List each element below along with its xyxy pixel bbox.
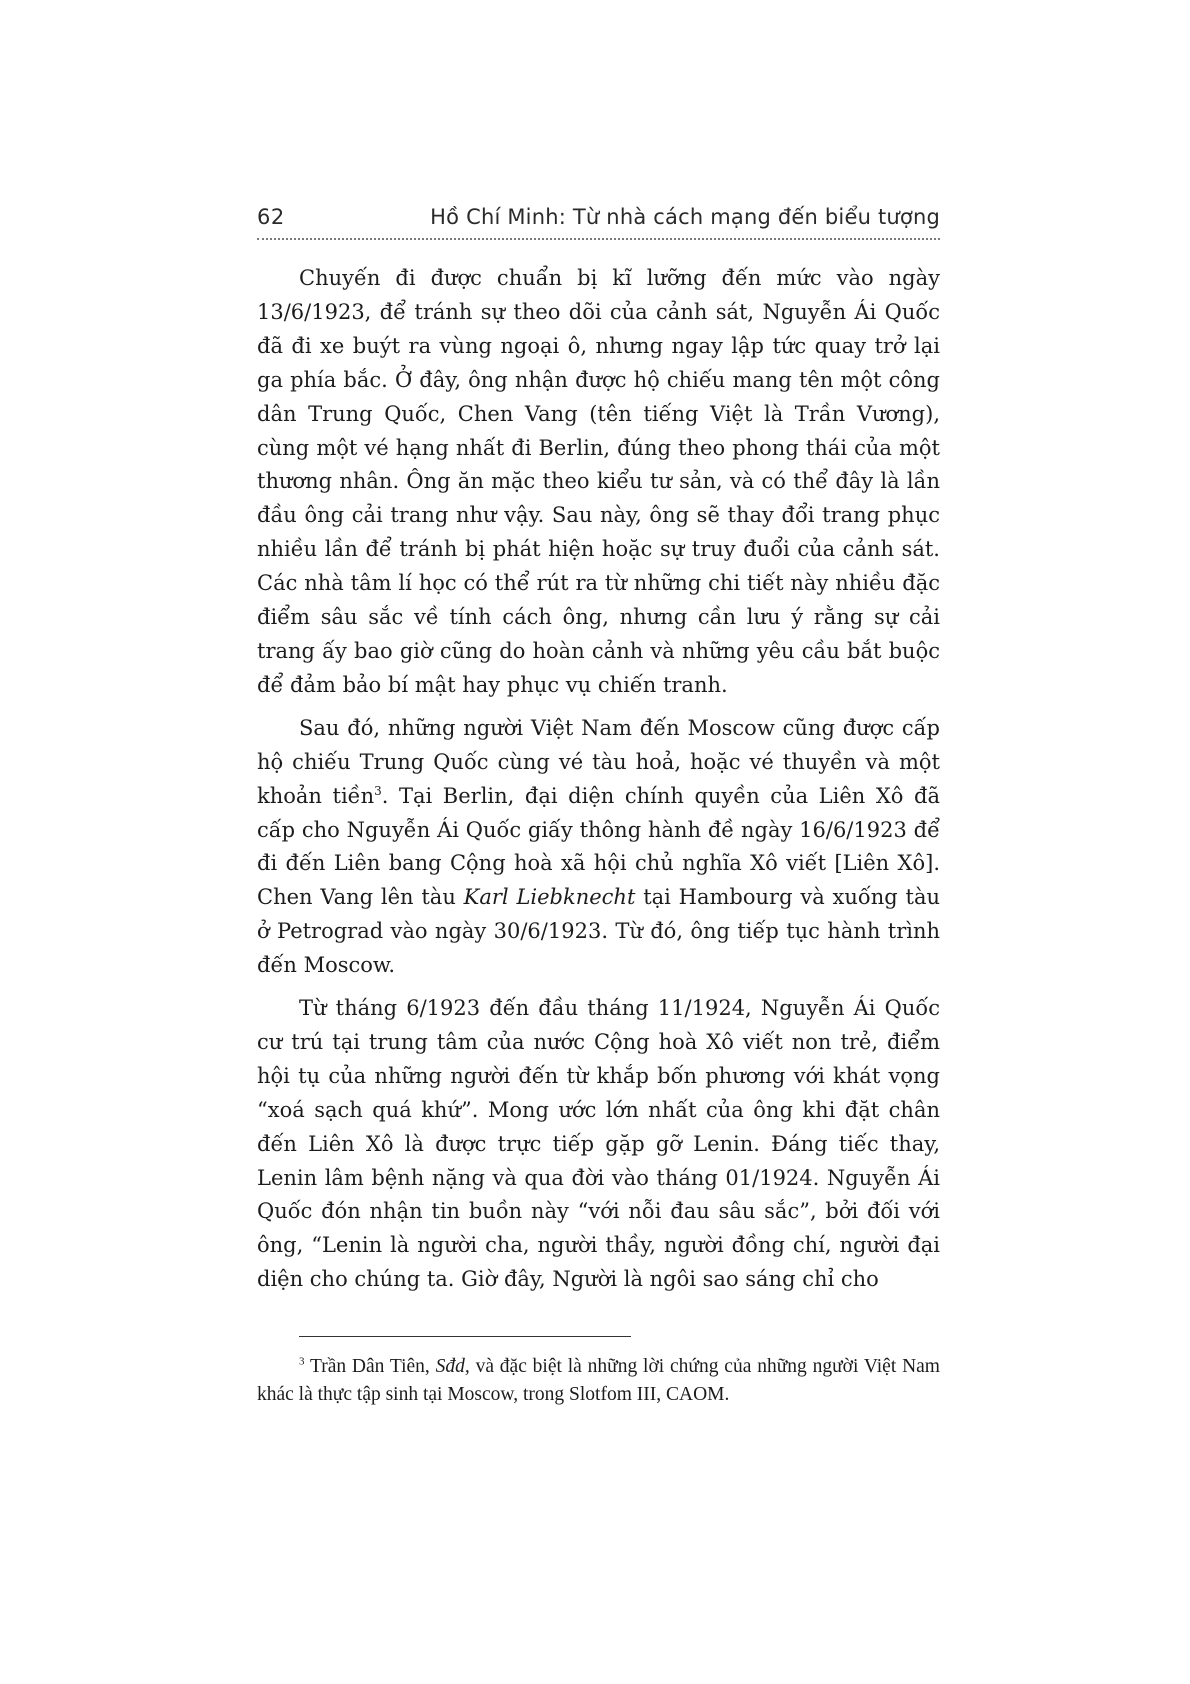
body-text: [257, 262, 940, 1297]
footnote-divider: [299, 1336, 631, 1337]
paragraph-2-text-c: tại Hambourg và xuống tàu ở Petrograd vào ngày 30/6/1923. Từ đó, ông tiếp tục hành trình đến Moscow.: [257, 885, 941, 978]
paragraph-3: Từ tháng 6/1923 đến đầu tháng 11/1924, Nguyễn Ái Quốc cư trú tại trung tâm của nước Cộng hoà Xô viết non trẻ, điểm hội tụ của những người đến từ khắp bốn phương với khát vọng “xoá sạch quá khứ”. Mong ước lớn nhất của ông khi đặt chân đến Liên Xô là được trực tiếp gặp gỡ Lenin. Đáng tiếc thay, Lenin lâm bệnh nặng và qua đời vào tháng 01/1924. Nguyễn Ái Quốc đón nhận tin buồn này “với nỗi đau sâu sắc”, bởi đối với ông, “Lenin là người cha, người thầy, người đồng chí, người đại diện cho chúng ta. Giờ đây, Người là ngôi sao sáng chỉ cho: [257, 996, 940, 1292]
footnote-text-a: Trần Dân Tiên,: [304, 1356, 436, 1378]
footnote-reference: 3: [374, 783, 382, 798]
ship-name: Karl Liebknecht: [463, 885, 636, 910]
footnote: [257, 1353, 940, 1409]
paragraph-1: Chuyến đi được chuẩn bị kĩ lưỡng đến mức vào ngày 13/6/1923, để tránh sự theo dõi của cảnh sát, Nguyễn Ái Quốc đã đi xe buýt ra vùng ngoại ô, nhưng ngay lập tức quay trở lại ga phía bắc. Ở đây, ông nhận được hộ chiếu mang tên một công dân Trung Quốc, Chen Vang (tên tiếng Việt là Trần Vương), cùng một vé hạng nhất đi Berlin, đúng theo phong thái của một thương nhân. Ông ăn mặc theo kiểu tư sản, và có thể đây là lần đầu ông cải trang như vậy. Sau này, ông sẽ thay đổi trang phục nhiều lần để tránh bị phát hiện hoặc sự truy đuổi của cảnh sát. Các nhà tâm lí học có thể rút ra từ những chi tiết này nhiều đặc điểm sâu sắc về tính cách ông, nhưng cần lưu ý rằng sự cải trang ấy bao giờ cũng do hoàn cảnh và những yêu cầu bắt buộc để đảm bảo bí mật hay phục vụ chiến tranh.: [257, 266, 940, 697]
footnote-source-abbrev: Sđd,: [435, 1356, 470, 1378]
running-header: [257, 205, 940, 240]
paragraph-2-text-a: Sau đó, những người Việt Nam đến Moscow cũng được cấp hộ chiếu Trung Quốc cùng vé tàu hoả, hoặc vé thuyền và một khoản tiền: [257, 715, 940, 808]
page-number: 62: [257, 205, 285, 229]
footnote-marker: 3: [299, 1355, 305, 1368]
paragraph-2-text-b: . Tại Berlin, đại diện chính quyền của Liên Xô đã cấp cho Nguyễn Ái Quốc giấy thông hành đề ngày 16/6/1923 để đi đến Liên bang Cộng hoà xã hội chủ nghĩa Xô viết [Liên Xô]. Chen Vang lên tàu: [257, 783, 940, 910]
paragraph-2: [257, 712, 940, 983]
book-title: Hồ Chí Minh: Từ nhà cách mạng đến biểu tượng: [430, 205, 940, 229]
footnote-text-b: và đặc biệt là những lời chứng của những người Việt Nam khác là thực tập sinh tại Moscow, trong Slotfom III, CAOM.: [257, 1356, 940, 1406]
book-page: [257, 205, 940, 1409]
